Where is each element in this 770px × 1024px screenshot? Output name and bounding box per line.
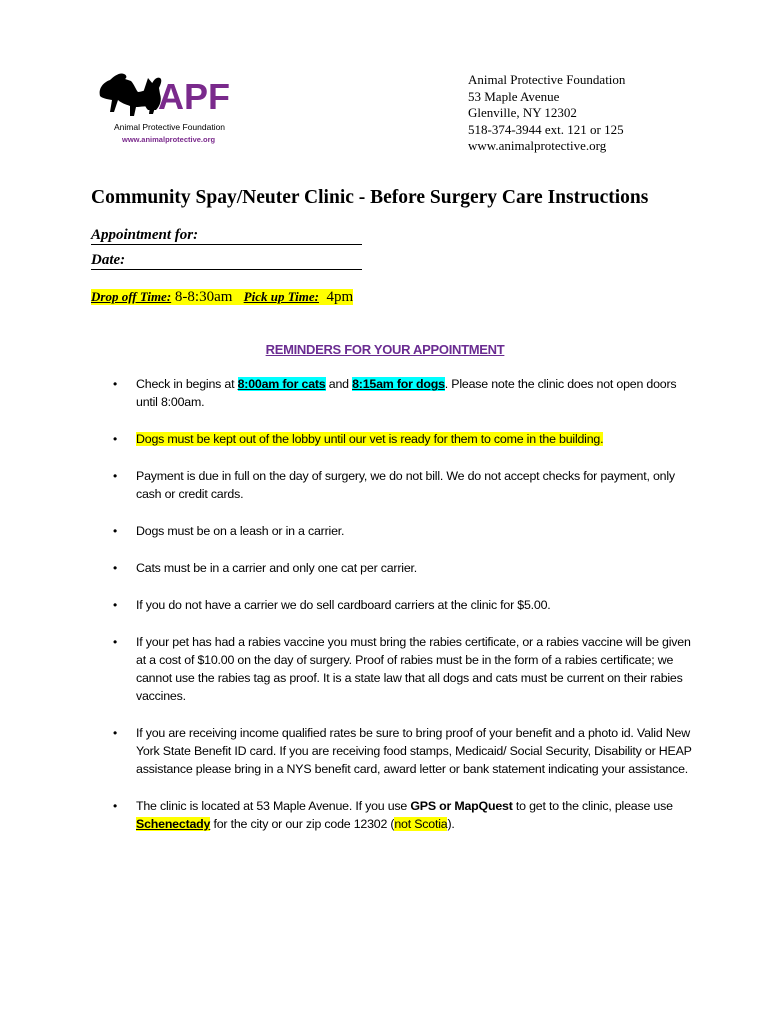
gps-mapquest: GPS or MapQuest xyxy=(410,799,513,813)
bullet-icon: • xyxy=(113,432,118,446)
list-item xyxy=(113,522,693,540)
list-item xyxy=(113,430,693,448)
bullet-icon: • xyxy=(113,799,118,813)
carrier-sale-note: If you do not have a carrier we do sell cardboard carriers at the clinic for $5.00. xyxy=(136,598,551,612)
item1-text-pre: Check in begins at xyxy=(136,377,238,391)
item9-text-mid2: for the city or our zip code 12302 ( xyxy=(210,817,395,831)
times-line xyxy=(91,287,353,307)
apf-logo xyxy=(96,66,246,150)
item9-text-pre: The clinic is located at 53 Maple Avenue. If you use xyxy=(136,799,411,813)
bullet-icon: • xyxy=(113,561,118,575)
appointment-for-label: Appointment for: xyxy=(91,227,199,243)
date-label: Date: xyxy=(91,252,126,268)
dropoff-label: Drop off Time: xyxy=(91,289,172,304)
list-item xyxy=(113,596,693,614)
pickup-value: 4pm xyxy=(326,289,354,305)
date-field[interactable] xyxy=(91,251,362,270)
reminders-heading: REMINDERS FOR YOUR APPOINTMENT xyxy=(265,342,505,357)
bullet-icon: • xyxy=(113,726,118,740)
item9-text-end: ). xyxy=(447,817,455,831)
list-item xyxy=(113,375,693,411)
dogs-lobby-note: Dogs must be kept out of the lobby until our vet is ready for them to come in the building. xyxy=(136,432,604,446)
bullet-icon: • xyxy=(113,598,118,612)
income-qualified-note: If you are receiving income qualified rates be sure to bring proof of your benefit and a photo id. Valid New York State Benefit ID card. If you are receiving food stamps, Medicaid/ Social Security, Disability or HEAP assistance please bring in a NYS benefit card, award letter or bank statement indicating your assistance. xyxy=(136,726,692,776)
logo-org-name: Animal Protective Foundation xyxy=(114,122,226,132)
list-item xyxy=(113,467,693,503)
item1-text-post: . Please note the clinic does not open doors until 8:00am. xyxy=(136,377,677,409)
pickup-label: Pick up Time: xyxy=(243,289,319,304)
rabies-note: If your pet has had a rabies vaccine you must bring the rabies certificate, or a rabies vaccine will be given at a cost of $10.00 on the day of surgery. Proof of rabies must be in the form of a rabies certificate; we cannot use the rabies tag as proof. It is a state law that all dogs and cats must be current on their rabies vaccines. xyxy=(136,635,691,703)
item9-text-mid: to get to the clinic, please use xyxy=(512,799,673,813)
logo-url: www.animalprotective.org xyxy=(122,135,216,144)
list-item xyxy=(113,797,693,833)
times-highlight xyxy=(91,289,353,305)
address-street: 53 Maple Avenue xyxy=(468,88,560,104)
bullet-icon: • xyxy=(113,377,118,391)
payment-note: Payment is due in full on the day of surgery, we do not bill. We do not accept checks for payment, only cash or credit cards. xyxy=(136,469,675,501)
cats-checkin-time: 8:00am for cats xyxy=(237,377,326,391)
list-item xyxy=(113,559,693,577)
appointment-for-field[interactable] xyxy=(91,226,362,245)
bullet-icon: • xyxy=(113,635,118,649)
address-city: Glenville, NY 12302 xyxy=(468,105,577,121)
bullet-icon: • xyxy=(113,469,118,483)
page-title: Community Spay/Neuter Clinic - Before Surgery Care Instructions xyxy=(91,187,649,208)
address-block xyxy=(468,72,625,155)
dropoff-value: 8-8:30am xyxy=(174,289,233,305)
reminders-list xyxy=(113,375,693,833)
leash-note: Dogs must be on a leash or in a carrier. xyxy=(136,524,345,538)
address-org: Animal Protective Foundation xyxy=(468,72,626,87)
list-item xyxy=(113,724,693,778)
logo-abbreviation: APF xyxy=(158,76,230,117)
item1-text-and: and xyxy=(325,377,353,391)
list-item xyxy=(113,633,693,705)
not-scotia-highlight: not Scotia xyxy=(394,817,448,831)
dogs-checkin-time: 8:15am for dogs xyxy=(352,377,445,391)
schenectady-highlight: Schenectady xyxy=(136,817,211,831)
cat-carrier-note: Cats must be in a carrier and only one cat per carrier. xyxy=(136,561,418,575)
bullet-icon: • xyxy=(113,524,118,538)
address-phone: 518-374-3944 ext. 121 or 125 xyxy=(468,121,624,137)
address-web[interactable]: www.animalprotective.org xyxy=(468,138,607,154)
